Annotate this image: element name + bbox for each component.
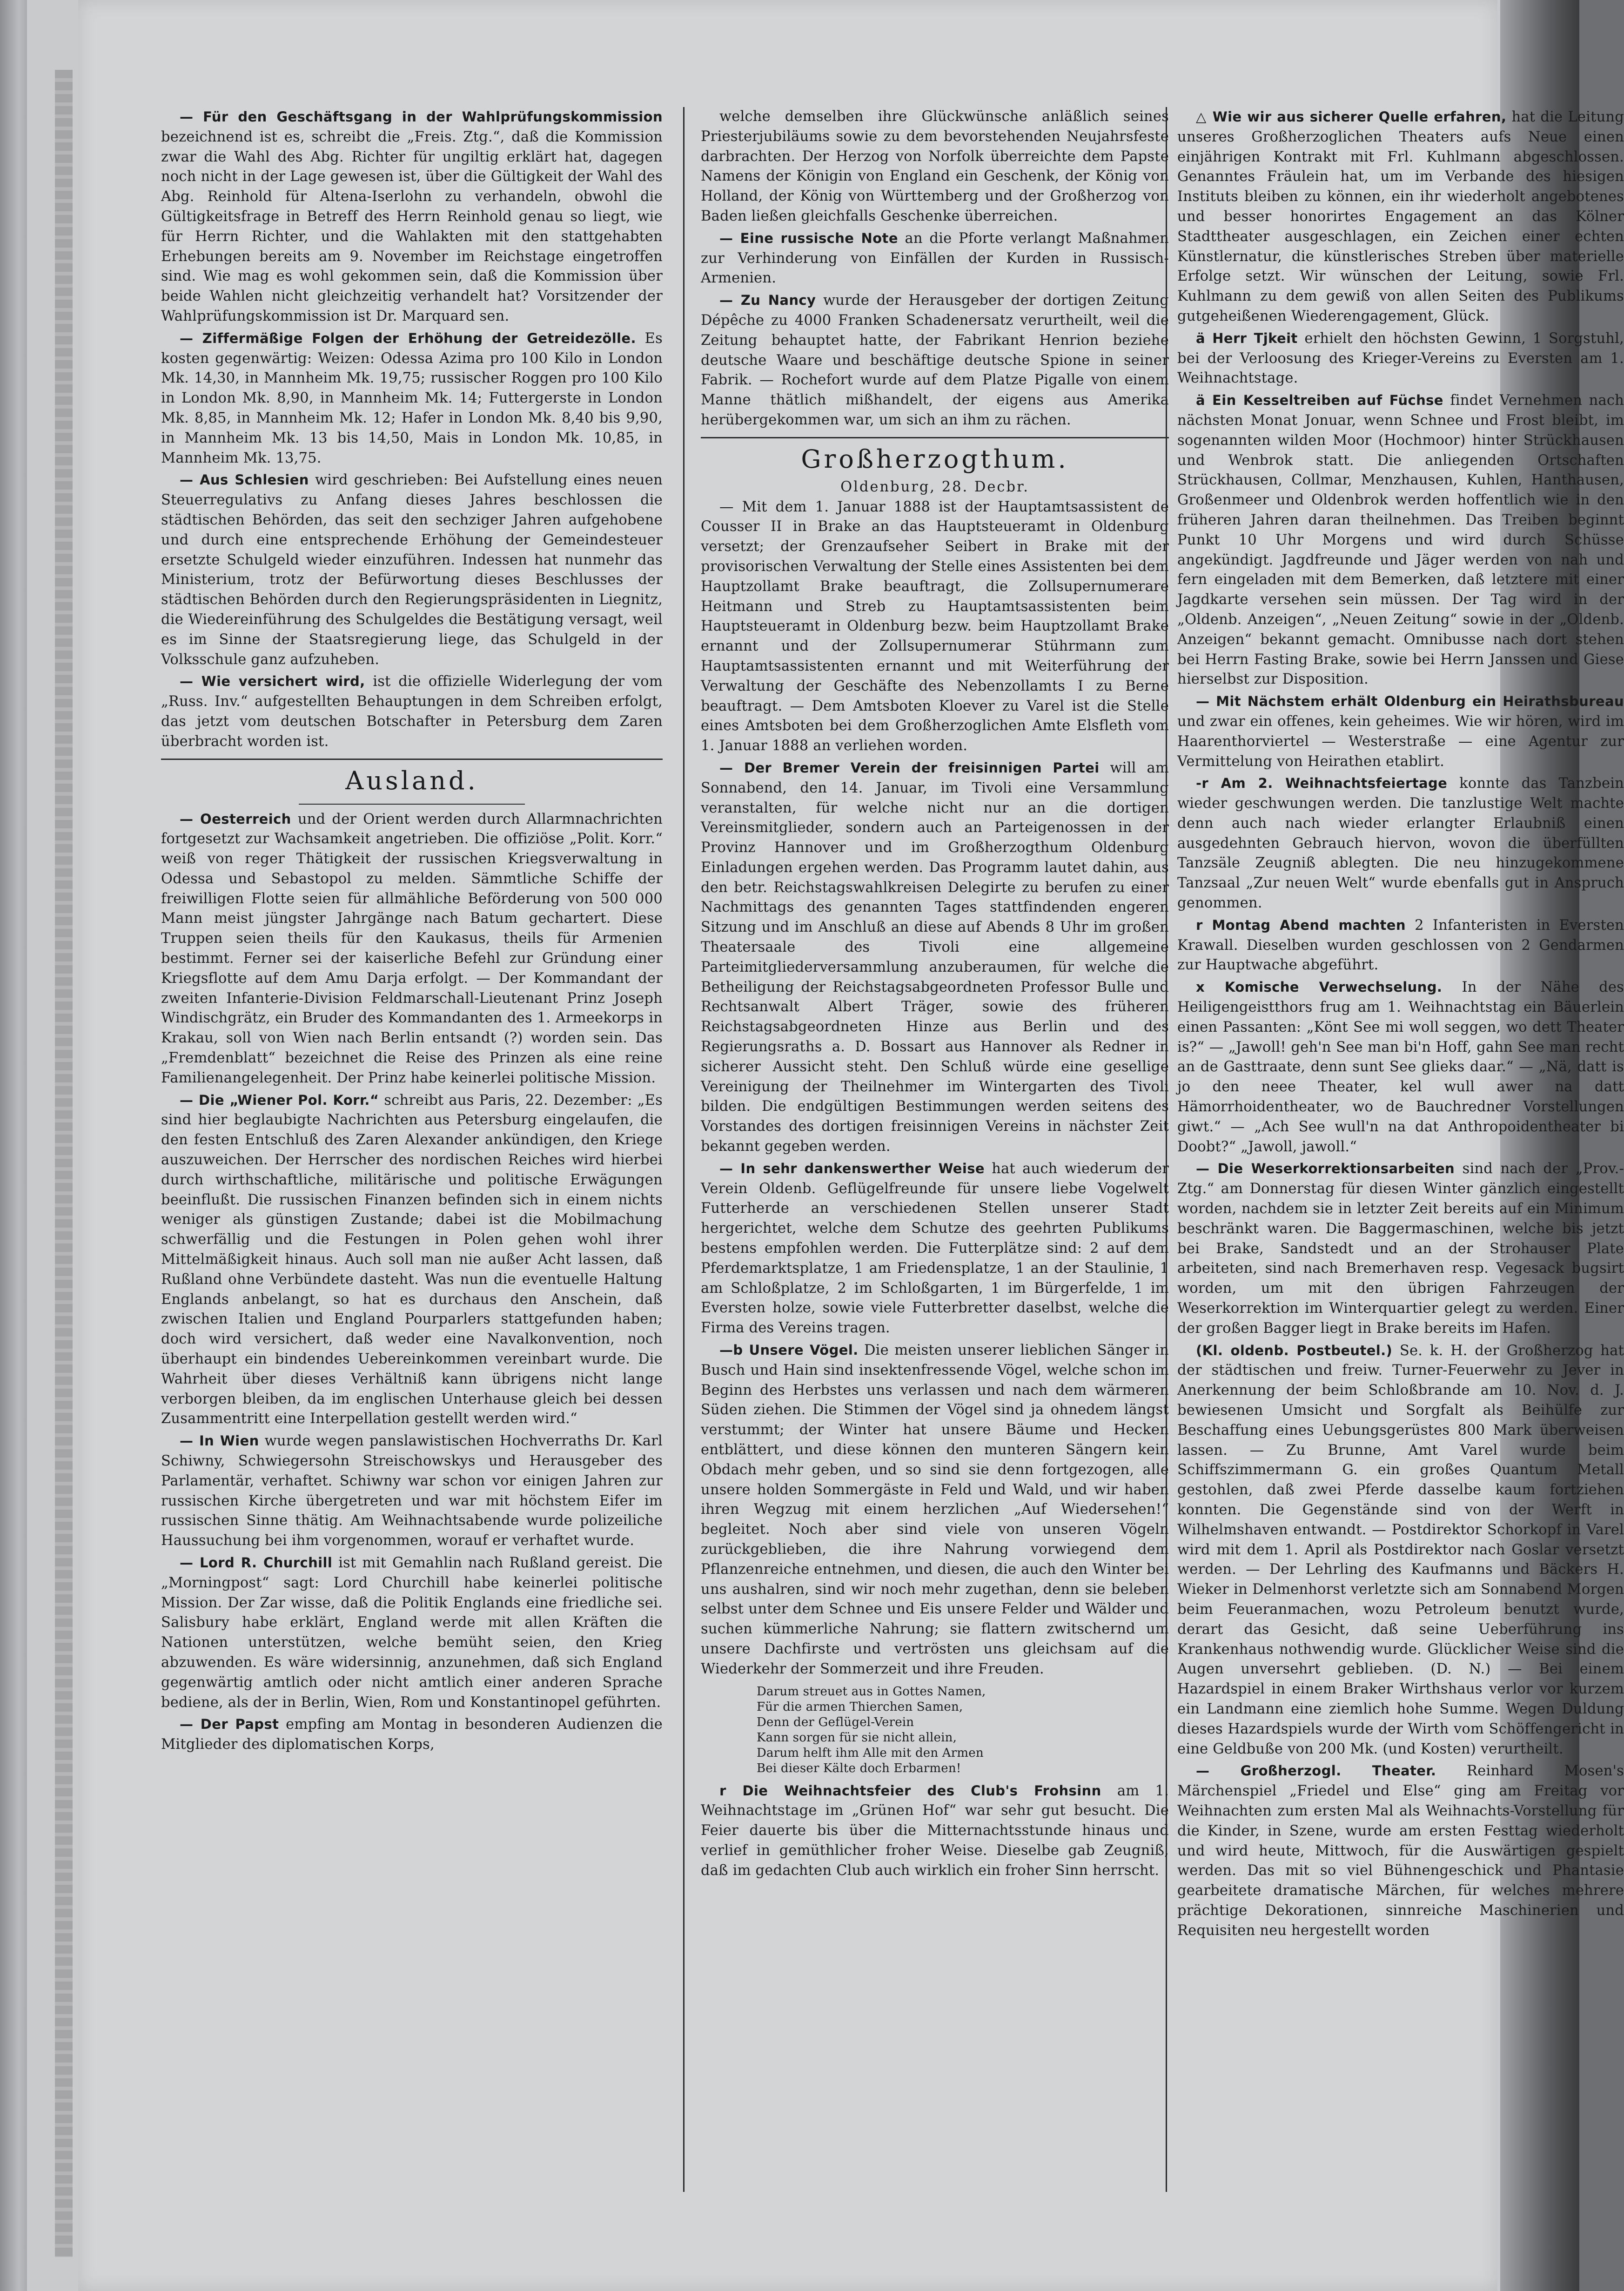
- article-paragraph: [1177, 107, 1624, 327]
- article-paragraph: [161, 1714, 663, 1755]
- section-divider: [161, 759, 663, 760]
- article-lead: △ Wie wir aus sicherer Quelle erfahren,: [1196, 109, 1507, 125]
- article-text: Se. k. H. der Großherzog hat der städtischen und freiw. Turner-Feuerwehr zu Jever in Anerkennung der beim Schloßbrande am 10. Nov. d. J. bewiesenen Umsicht und Sorgfalt als Beihülfe zur Beschaffung eines Uebungsgerüstes 800 Mark überweisen lassen. — Zu Brunne, Amt Varel wurde beim Schiffszimmermann G. ein großes Quantum Metall gestohlen, daß zwei Pferde dasselbe kaum fortziehen konnten. Die Gegenstände sind von der Werft in Wilhelmshaven entwandt. — Postdirektor Schorkopf in Varel wird mit dem 1. April als Postdirektor nach Goslar versetzt werden. — Der Lehrling des Kaufmanns und Bäckers H. Wieker in Delmenhorst verletzte sich am Sonnabend Morgen beim Feueranmachen, wozu Petroleum benutzt wurde, derart das Gesicht, daß seine Ueberführung ins Krankenhaus nothwendig wurde. Glücklicher Weise sind die Augen unversehrt geblieben. (D. N.) — Bei einem Hazardspiel in einem Braker Wirthshaus verlor vor kurzem ein Landmann eine ziemlich hohe Summe. Wegen Duldung dieses Hazardspiels wurde der Wirth vom Schöffengericht in eine Geldbuße von 200 Mk. (und Kosten) verurtheilt.: [1177, 1342, 1624, 1757]
- article-lead: — Die „Wiener Pol. Korr.“: [180, 1092, 379, 1108]
- article-text: konnte das Tanzbein wieder geschwungen werden. Die tanzlustige Welt machte denn auch nach wieder erlangter Erlaubniß einen ausgedehnten Gebrauch hiervon, wovon die überfüllten Tanzsäle Zeugniß ablegten. Die neu hinzugekommene Tanzsaal „Zur neuen Welt“ wurde ebenfalls gut in Anspruch genommen.: [1177, 775, 1624, 912]
- poem: [757, 1684, 1169, 1776]
- article-text: 2 Infanteristen in Eversten Krawall. Dieselben wurden geschlossen von 2 Gendarmen zur Hauptwache abgeführt.: [1177, 917, 1624, 974]
- article-lead: — Der Papst: [180, 1716, 279, 1733]
- article-lead: -r Am 2. Weihnachtsfeiertage: [1196, 775, 1448, 792]
- article-paragraph: [161, 107, 663, 327]
- article-lead: x Komische Verwechselung.: [1196, 979, 1443, 995]
- article-lead: ä Ein Kesseltreiben auf Füchse: [1196, 392, 1443, 409]
- column-2: [701, 107, 1169, 2192]
- title-rule: [299, 804, 524, 805]
- article-lead: — Zu Nancy: [719, 292, 816, 309]
- article-paragraph: [701, 1340, 1169, 1680]
- after-poem-articles: [701, 1781, 1169, 1881]
- article-paragraph: [1177, 977, 1624, 1157]
- article-paragraph: [701, 107, 1169, 227]
- article-paragraph: [701, 228, 1169, 289]
- article-paragraph: [161, 1090, 663, 1430]
- article-text: hat auch wiederum der Verein Oldenb. Geflügelfreunde für unsere liebe Vogelwelt Futterherde an verschiedenen Stellen unserer Stadt hergerichtet, welche dem Schutze des geehrten Publikums bestens empfohlen werden. Die Futterplätze sind: 2 auf dem Pferdemarktsplatze, 1 am Friedensplatze, 1 an der Staulinie, 1 am Schloßplatze, 2 im Schloßgarten, 1 im Bürgerfelde, 1 im Eversten holze, sowie viele Futterbretter daselbst, welche die Firma des Vereins tragen.: [701, 1160, 1169, 1337]
- article-lead: — Ziffermäßige Folgen der Erhöhung der Getreidezölle.: [180, 330, 636, 346]
- article-lead: — Großherzogl. Theater.: [1196, 1763, 1436, 1779]
- article-lead: — In sehr dankenswerther Weise: [719, 1160, 985, 1176]
- article-text: In der Nähe des Heiligengeistthors frug am 1. Weihnachtstag ein Bäuerlein einen Passanten: „Könt See mi woll seggen, wo dett Theater is?“ — „Jawoll! geh'n See man bi'n Hoff, gahn See man recht an de Gasttraate, denn sunt See glieks daar.“ — „Nä, datt is jo den neee Theater, kel wull awer na datt Hämorrhoidentheater, wo de Bauchredner Vorstellungen giwt.“ — „Ach See wull'n na dat Anthropoidentheater bi Doobt?“ „Jawoll, jawoll.“: [1177, 979, 1624, 1155]
- poem-line: Für die armen Thierchen Samen,: [757, 1700, 963, 1714]
- article-paragraph: [1177, 1761, 1624, 1941]
- article-paragraph: [161, 809, 663, 1088]
- article-paragraph: [701, 290, 1169, 430]
- article-lead: — Aus Schlesien: [180, 472, 309, 488]
- article-lead: — Wie versichert wird,: [180, 673, 365, 690]
- article-paragraph: [161, 1553, 663, 1713]
- article-lead: — Die Weserkorrektionsarbeiten: [1196, 1161, 1455, 1177]
- article-paragraph: [1177, 1341, 1624, 1760]
- article-text: hat die Leitung unseres Großherzoglichen Theaters aufs Neue einen einjährigen Kontrakt mit Frl. Kuhlmann abgeschlossen. Genanntes Fräulein hat, um im Verbande des hiesigen Instituts bleiben zu können, ein ihr wiederholt angebotenes und besser honorirtes Engagement an das Kölner Stadttheater ausgeschlagen, ein Zeichen einer echten Künstlernatur, die künstlerisches Streben über materielle Erfolge setzt. Wir wünschen der Leitung, sowie Frl. Kuhlmann zu dem gewiß von allen Seiten des Publikums gutgeheißenen Wiederengagement, Glück.: [1177, 109, 1624, 324]
- article-lead: r Montag Abend machten: [1196, 917, 1406, 933]
- column-rule: [683, 107, 684, 2192]
- column-3: [1177, 107, 1624, 2192]
- article-paragraph: [701, 1159, 1169, 1338]
- poem-line: Kann sorgen für sie nicht allein,: [757, 1730, 957, 1745]
- article-text: Die meisten unserer lieblichen Sänger in Busch und Hain sind insektenfressende Vögel, welche schon im Beginn des Herbstes uns verlassen und nach dem wärmeren Süden ziehen. Die Stimmen der Vögel sind ja ohnedem längst verstummt; der Winter hat unsere Bäume und Hecken entblättert, und diese können den munteren Sängern kein Obdach mehr geben, und so sind sie denn fortgezogen, alle unsere holden Sommergäste in Feld und Wald, und wir haben ihren Wegzug mit einem herzlichen „Auf Wiedersehen!“ begleitet. Noch aber sind viele von unseren Vögeln zurückgeblieben, die ihre Nahrung vorwiegend dem Pflanzenreiche entnehmen, und diesen, die auch den Winter bei uns aushalren, sind wir noch mehr zugethan, denn sie beleben selbst unter dem Schnee und Eis unsere Felder und Wälder und suchen kümmerliche Nahrung; sie flattern zwitschernd um unsere Dachfirste und vertrösten uns gleichsam auf die Wiederkehr der Sommerzeit und ihre Freuden.: [701, 1342, 1169, 1677]
- column-1: [161, 107, 663, 2192]
- article-paragraph: [161, 470, 663, 670]
- article-lead: — Oesterreich: [180, 811, 291, 827]
- article-text: ist die offizielle Widerlegung der vom „Russ. Inv.“ aufgestellten Behauptungen in dem Schreiben erfolgt, das jetzt vom deutschen Botschafter in Petersburg dem Zaren überbracht worden ist.: [161, 673, 663, 750]
- article-text: wurde wegen panslawistischen Hochverraths Dr. Karl Schiwny, Schwiegersohn Streischowskys und Herausgeber des Parlamentär, verhaftet. Schiwny war schon vor einigen Jahren zur russischen Kirche übergetreten und war mit höchstem Eifer im russischen Sinne thätig. Am Weihnachtsabende wurde polizeiliche Haussuchung bei ihm vorgenommen, worauf er verhaftet wurde.: [161, 1433, 663, 1549]
- section-title-ausland: Ausland.: [345, 766, 478, 795]
- poem-line: Bei dieser Kälte doch Erbarmen!: [757, 1761, 961, 1775]
- article-lead: —b Unsere Vögel.: [719, 1342, 859, 1358]
- article-paragraph: [1177, 773, 1624, 914]
- article-lead: (Kl. oldenb. Postbeutel.): [1196, 1342, 1393, 1358]
- poem-line: Denn der Geflügel-Verein: [757, 1715, 914, 1729]
- article-paragraph: [161, 672, 663, 752]
- poem-line: Darum helft ihm Alle mit den Armen: [757, 1746, 984, 1760]
- article-text: an die Pforte verlangt Maßnahmen zur Verhinderung von Einfällen der Kurden in Russisch-Armenien.: [701, 230, 1169, 287]
- article-text: schreibt aus Paris, 22. Dezember: „Es sind hier beglaubigte Nachrichten aus Petersburg eingelaufen, die den festen Entschluß des Zaren Alexander ankündigen, den Kriege auszuweichen. Der Herrscher des nordischen Reiches wird hierbei durch wirthschaftliche, militärische und politische Erwägungen beeinflußt. Die russischen Finanzen befinden sich in einem nichts weniger als günstigen Zustande; dabei ist die Mobilmachung schwerfällig und die Festungen in Polen gehen wohl ihrer Mittelmäßigkeit hinaus. Auch soll man nie außer Acht lassen, daß Rußland ohne Verbündete dasteht. Was nun die eventuelle Haltung Englands anbelangt, so hat es durchaus den Anschein, daß zwischen Italien und England Pourparlers stattgefunden haben; doch wird versichert, daß weder eine Navalkonvention, noch überhaupt ein bindendes Uebereinkommen vereinbart wurde. Die Wahrheit über dieses Verhältniß kann übrigens nicht lange verborgen bleiben, da im englischen Unterhause gleich bei dessen Zusammentritt eine Interpellation gestellt werden wird.“: [161, 1092, 663, 1427]
- article-paragraph: [701, 758, 1169, 1157]
- article-paragraph: [161, 1431, 663, 1551]
- article-text: welche demselben ihre Glückwünsche anläßlich seines Priesterjubiläums sowie zu dem bevorstehenden Neujahrsfeste darbrachten. Der Herzog von Norfolk überreichte dem Papste Namens der Königin von England ein Geschenk, der König von Holland, der König von Württemberg und der Großherzog von Baden ließen gleichfalls Geschenke überreichen.: [701, 108, 1169, 224]
- binding-holes: [55, 70, 73, 2257]
- article-text: bezeichnend ist es, schreibt die „Freis. Ztg.“, daß die Kommission zwar die Wahl des Abg. Richter für ungiltig erklärt hat, dagegen noch nicht in der Lage gewesen ist, über die Gültigkeit der Wahl des Abg. Reinhold für Altena-Iserlohn zu verhandeln, obwohl die Gültigkeitsfrage in Betreff des Herrn Reinhold genau so liegt, wie für Herrn Richter, und die Wahlakten mit den stattgehabten Erhebungen bereits am 9. November im Reichstage eingetroffen sind. Wie mag es wohl gekommen sein, daß die Kommission über beide Wahlen nicht gleichzeitig verhandelt hat? Vorsitzender der Wahlprüfungskommission ist Dr. Marquard sen.: [161, 128, 663, 324]
- article-paragraph: [1177, 692, 1624, 772]
- article-text: findet Vernehmen nach nächsten Monat Jonuar, wenn Schnee und Frost bleibt, im sogenannten wilden Moor (Hochmoor) hinter Strückhausen und Wenbrok statt. Die anliegenden Ortschaften Strückhausen, Collmar, Menzhausen, Kuhlen, Hanthausen, Großenmeer und Oldenbrok werden hoffentlich wie in den früheren Jahren daran theilnehmen. Das Treiben beginnt Punkt 10 Uhr Morgens und wird durch Schüsse angekündigt. Jagdfreunde und Jäger werden von nah und fern eingeladen mit dem Bemerken, daß letztere mit einer Jagdkarte versehen sein müssen. Der Tag wird in der „Oldenb. Anzeigen“, „Neuen Zeitung“ sowie in der „Oldenb. Anzeigen“ bekannt gemacht. Omnibusse nach dort stehen bei Herrn Fasting Brake, sowie bei Herrn Janssen und Giese hierselbst zur Disposition.: [1177, 392, 1624, 688]
- article-paragraph: [701, 497, 1169, 756]
- article-text: empfing am Montag in besonderen Audienzen die Mitglieder des diplomatischen Korps,: [161, 1716, 663, 1753]
- dateline: Oldenburg, 28. Decbr.: [840, 478, 1029, 495]
- article-text: erhielt den höchsten Gewinn, 1 Sorgstuhl, bei der Verloosung des Krieger-Vereins zu Eversten am 1. Weihnachtstage.: [1177, 330, 1624, 387]
- column-1-top-articles: [161, 107, 663, 752]
- newspaper-page: [78, 0, 1624, 2291]
- ausland-articles: [161, 809, 663, 1755]
- article-lead: — Lord R. Churchill: [180, 1554, 333, 1571]
- left-page-edge: [0, 0, 27, 2291]
- grossherzogthum-articles: [701, 497, 1169, 1680]
- article-text: ist mit Gemahlin nach Rußland gereist. Die „Morningpost“ sagt: Lord Churchill habe keinerlei politische Mission. Der Zar wisse, daß die Politik Englands eine friedliche sei. Salisbury habe erklärt, England werde mit allen Kräften die Nationen unterstützen, welche bemüht seien, den Krieg abzuwenden. Es wäre widersinnig, anzunehmen, daß sich England gegenwärtig amtlich oder nicht amtlich einer anderen Sprache bediene, als der in Berlin, Wien, Rom und Konstantinopel geführten.: [161, 1554, 663, 1711]
- article-text: wird geschrieben: Bei Aufstellung eines neuen Steuerregulativs zu Anfang dieses Jahres beschlossen die städtischen Behörden, das seit den sechziger Jahren aufgehobene und durch eine entsprechende Erhöhung der Gemeindesteuer ersetzte Schulgeld wieder einzuführen. Indessen hat nunmehr das Ministerium, trotz der Befürwortung dieses Beschlusses der städtischen Behörden durch den Regierungspräsidenten in Liegnitz, die Wiedereinführung des Schulgeldes die Bestätigung versagt, weil es im Sinne der Staatsregierung liege, das Schulgeld in der Volksschule ganz aufzuheben.: [161, 472, 663, 668]
- article-text: und zwar ein offenes, kein geheimes. Wie wir hören, wird im Haarenthorviertel — Westerstraße — eine Agentur zur Vermittelung von Heirathen etablirt.: [1177, 713, 1624, 770]
- article-text: sind nach der „Prov.-Ztg.“ am Donnerstag für diesen Winter gänzlich eingestellt worden, nachdem sie in letzter Zeit bereits auf ein Minimum beschränkt waren. Die Baggermaschinen, welche bis jetzt bei Brake, Sandstedt und an der Strohauser Plate arbeiteten, sind nach Bremerhaven resp. Vegesack bugsirt worden, um mit den übrigen Fahrzeugen der Weserkorrektion im Winterquartier gelegt zu werden. Einer der großen Bagger liegt in Brake bereits im Hafen.: [1177, 1161, 1624, 1337]
- article-lead: r Die Weihnachtsfeier des Club's Frohsinn: [719, 1782, 1101, 1799]
- article-text: will am Sonnabend, den 14. Januar, im Tivoli eine Versammlung veranstalten, für welche nicht nur an die dortigen Vereinsmitglieder, sondern auch an Parteigenossen in der Provinz Hannover und im Großherzogthum Oldenburg Einladungen ergehen werden. Das Programm lautet dahin, aus den betr. Reichstagswahlkreisen Delegirte zu berufen zu einer Nachmittags des genannten Tages stattfindenden engeren Sitzung und im Anschluß an diese auf Abends 8 Uhr im großen Theatersaale des Tivoli eine allgemeine Parteimitgliederversammlung anzuberaumen, für welche die Betheiligung der Reichstagsabgeordneten Professor Bulle und Rechtsanwalt Albert Träger, sowie des früheren Reichstagsabgeordneten Hinze aus Berlin und des Regierungsraths a. D. Bossart aus Hannover als Redner in sicherer Aussicht steht. Den Schluß würde eine gesellige Vereinigung der Theilnehmer im Wintergarten des Tivoli bilden. Die endgültigen Bestimmungen werden seitens des Vorstandes des dortigen freisinnigen Vereins in nächster Zeit bekannt gegeben werden.: [701, 759, 1169, 1155]
- article-paragraph: [1177, 1159, 1624, 1338]
- poem-line: Darum streuet aus in Gottes Namen,: [757, 1684, 986, 1699]
- article-lead: ä Herr Tjkeit: [1196, 330, 1298, 346]
- article-text: wurde der Herausgeber der dortigen Zeitung Dépêche zu 4000 Franken Schadenersatz verurtheilt, weil die Zeitung behauptet hatte, der Fabrikant Henrion beziehe deutsche Waare und beschäftige deutsche Spione in seiner Fabrik. — Rochefort wurde auf dem Platze Pigalle von einem Manne thätlich mißhandelt, der eigens aus Amerika herübergekommen war, um sich an ihm zu rächen.: [701, 292, 1169, 428]
- article-lead: — Eine russische Note: [719, 230, 898, 246]
- section-divider: [701, 437, 1169, 438]
- article-lead: — Mit Nächstem erhält Oldenburg ein Heirathsbureau: [1196, 693, 1624, 710]
- article-text: und der Orient werden durch Allarmnachrichten fortgesetzt zur Wachsamkeit angetrieben. Die offiziöse „Polit. Korr.“ weiß von reger Thätigkeit der russischen Kriegsverwaltung in Odessa und Sebastopol zu melden. Sämmtliche Schiffe der freiwilligen Flotte seien für allmähliche Beförderung von 500 000 Mann meist jüngster Jahrgänge nach Batum gechartert. Diese Truppen seien theils für den Kaukasus, theils für Armenien bestimmt. Ferner sei der kaiserliche Befehl zur Gründung einer Kriegsflotte auf dem Amu Darja erfolgt. — Der Kommandant der zweiten Infanterie-Division Feldmarschall-Lieutenant Prinz Joseph Windischgrätz, ein Bruder des Kommandanten des 1. Armeekorps in Krakau, soll von Wien nach Berlin entsandt (?) worden sein. Das „Fremdenblatt“ bezeichnet die Reise des Prinzen als eine reine Familienangelegenheit. Der Prinz habe keinerlei politische Mission.: [161, 811, 663, 1086]
- article-paragraph: [161, 329, 663, 469]
- article-lead: — Der Bremer Verein der freisinnigen Partei: [719, 759, 1100, 776]
- section-title-grossherzogthum: Großherzogthum.: [801, 444, 1069, 474]
- article-text: Es kosten gegenwärtig: Weizen: Odessa Azima pro 100 Kilo in London Mk. 14,30, in Mannheim Mk. 19,75; russischer Roggen pro 100 Kilo in London Mk. 8,90, in Mannheim Mk. 14; Futtergerste in London Mk. 8,85, in Mannheim Mk. 12; Hafer in London Mk. 8,40 bis 9,90, in Mannheim Mk. 13 bis 14,50, Mais in London Mk. 10,85, in Mannheim Mk. 13,75.: [161, 330, 663, 466]
- article-paragraph: [1177, 390, 1624, 690]
- article-lead: — Für den Geschäftsgang in der Wahlprüfungskommission: [180, 109, 663, 125]
- article-text: — Mit dem 1. Januar 1888 ist der Hauptamtsassistent de Cousser II in Brake an das Hauptsteueramt in Oldenburg versetzt; der Grenzaufseher Seibert in Brake mit der provisorischen Verwaltung der Stelle eines Assistenten bei dem Hauptzollamt Brake beauftragt, die Zollsupernumerare Heitmann und Streb zu Hauptamtsassistenten beim Hauptsteueramt in Oldenburg bezw. beim Hauptzollamt Brake ernannt und der Zollsupernumerar Stührmann zum Hauptamtsassistenten ernannt und mit Weiterführung der Verwaltung der Geschäfte des Nebenzollamts I zu Berne beauftragt. — Dem Amtsboten Kloever zu Varel ist die Stelle eines Amtsboten bei dem Großherzoglichen Amte Elsfleth vom 1. Januar 1888 an verliehen worden.: [701, 498, 1169, 754]
- article-lead: — In Wien: [180, 1433, 259, 1449]
- article-paragraph: [701, 1781, 1169, 1881]
- column-2-top-articles: [701, 107, 1169, 430]
- article-text: am 1. Weihnachtstage im „Grünen Hof“ war sehr gut besucht. Die Feier dauerte bis über die Mitternachtsstunde hinaus und verlief in gemüthlicher froher Weise. Dieselbe gab Zeugniß, daß im gedachten Club auch wirklich ein froher Sinn herrscht.: [701, 1782, 1169, 1879]
- article-paragraph: [1177, 915, 1624, 975]
- column-3-articles: [1177, 107, 1624, 1941]
- article-paragraph: [1177, 329, 1624, 389]
- article-text: Reinhard Mosen's Märchenspiel „Friedel und Else“ ging am Freitag vor Weihnachten zum ersten Mal als Weihnachts-Vorstellung für die Kinder, in Szene, wurde am ersten Festtag wiederholt und wird heute, Mittwoch, für die Auswärtigen gespielt werden. Das mit so viel Bühnengeschick und Phantasie gearbeitete dramatische Märchen, für welches mehrere prächtige Dekorationen, sinnreiche Maschinerien und Requisiten neu hergestellt worden: [1177, 1763, 1624, 1939]
